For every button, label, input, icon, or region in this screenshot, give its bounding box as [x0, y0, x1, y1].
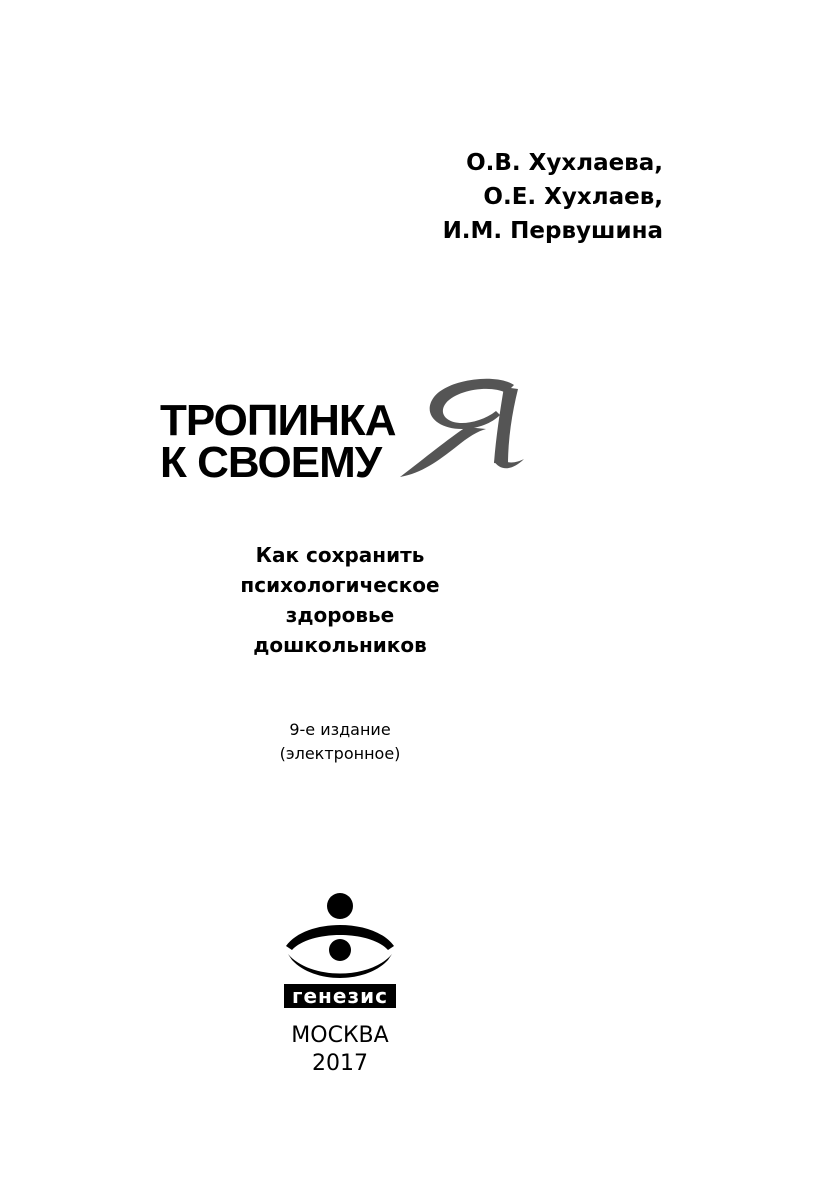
edition-info: [0, 718, 680, 766]
ya-letter-mark: [396, 377, 526, 487]
publisher-logo: [276, 888, 404, 1018]
subtitle-line: психологическое: [240, 573, 440, 597]
title-line-1: ТРОПИНКА: [160, 396, 396, 445]
title-line-2: К СВОЕМУ: [160, 438, 382, 487]
author-name: О.Е. Хухлаев,: [483, 184, 663, 210]
subtitle-line: Как сохранить: [255, 543, 425, 567]
subtitle-line: дошкольников: [253, 633, 427, 657]
authors-block: [443, 146, 663, 248]
author-name: О.В. Хухлаева,: [466, 150, 663, 176]
imprint: [0, 1022, 680, 1078]
edition-format: (электронное): [279, 744, 401, 763]
edition-number: 9-е издание: [289, 720, 391, 739]
publication-year: 2017: [312, 1051, 368, 1076]
book-subtitle: [0, 540, 680, 660]
svg-text:генезис: генезис: [292, 984, 388, 1008]
subtitle-line: здоровье: [285, 603, 395, 627]
author-name: И.М. Первушина: [442, 218, 663, 244]
publisher-city: МОСКВА: [291, 1023, 389, 1048]
book-title: [160, 395, 540, 495]
